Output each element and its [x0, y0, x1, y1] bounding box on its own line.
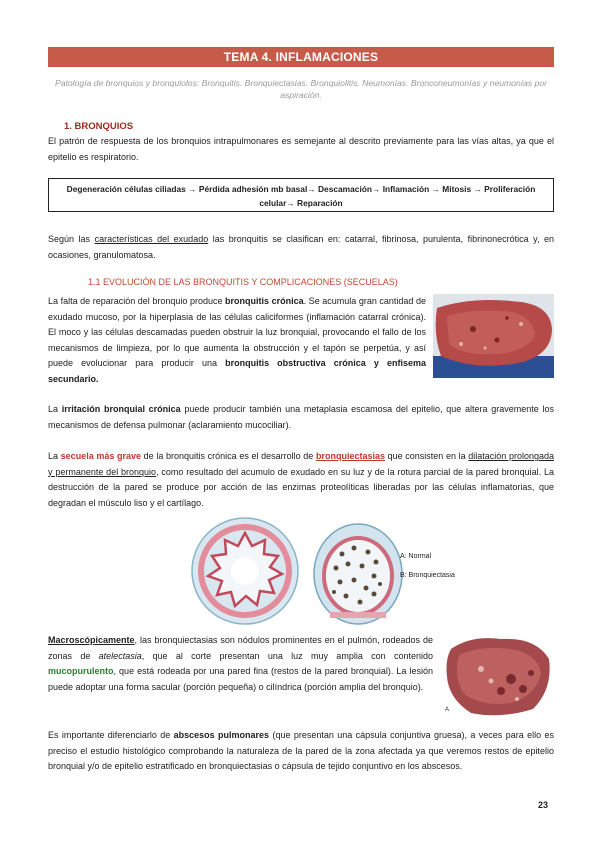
text-run: La — [48, 404, 62, 414]
text-run: de la bronquitis crónica es el desarrollo de — [141, 451, 316, 461]
exudate-term: características del exudado — [94, 234, 209, 244]
chapter-title-banner: TEMA 4. INFLAMACIONES — [48, 47, 554, 67]
text-run: Es importante diferenciarlo de — [48, 730, 174, 740]
lung-bronchitis-photo — [433, 294, 554, 378]
term-underlined: Macroscópicamente — [48, 635, 135, 645]
term-red: secuela más grave — [60, 451, 142, 461]
bronchiectasis-specimen-photo — [441, 629, 554, 720]
flow-line-2: celular→ Reparación — [259, 198, 343, 208]
text-run: , que al corte presentan una luz muy amplia con contenido — [141, 650, 433, 661]
photo-label: A — [445, 707, 450, 713]
text-run: La falta de reparación del bronquio produce — [48, 296, 226, 306]
text-run: que consisten en la — [384, 451, 469, 461]
abscess-paragraph — [48, 728, 554, 775]
text-run: , las bronquiectasias son nódulos prominentes en el pulmón, rodeados de zonas de — [48, 635, 433, 661]
normal-bronchus-diagram — [190, 516, 300, 626]
process-flow-box — [48, 178, 554, 212]
term-underlined: dilatación prolongada y permanente del bronquio — [48, 451, 554, 477]
label-bronchiectasis: B: Bronquiectasia — [400, 572, 455, 579]
text-run: La — [48, 451, 61, 461]
term-bold: bronquitis obstructiva crónica y enfisema secundario. — [48, 358, 426, 384]
exudate-paragraph — [48, 232, 554, 263]
subsection-heading-evolution: 1.1 EVOLUCIÓN DE LAS BRONQUITIS Y COMPLICACIONES (SECUELAS) — [88, 277, 398, 287]
bronchiectasis-diagram — [312, 518, 404, 626]
text-run: . Se acumula gran cantidad de exudado mucoso, por la hiperplasia de las células caliciformes (inflamación catarral crónica). El moco y las células descamadas pueden obstruir la luz bronquial, provocando el fallo de los mecanismos de limpieza, por lo que aumenta la obstrucción y el tapón se perpetúa, y así puede evolucionar para producir una — [48, 296, 426, 368]
page-number: 23 — [538, 800, 549, 810]
term-green: mucopurulento — [48, 666, 114, 676]
term-italic: atelectasia — [98, 650, 142, 661]
term-bold: irritación bronquial crónica — [61, 404, 181, 414]
sequel-paragraph — [48, 449, 554, 511]
label-normal: A: Normal — [400, 553, 432, 560]
text-run: , que está rodeada por una pared fina (restos de la pared bronquial). La lesión puede adoptar una forma sacular (porción pequeña) o cilíndrica (porción amplia del bronquio). — [48, 666, 433, 692]
text-run: (que presentan una cápsula conjuntiva gruesa), a veces para ello es preciso el estudio histológico comprobando la naturaleza de la pared de la zona afectada ya que veremos restos de epitelio bronquial y/o de epitelio estratificado en bronquiectasias o cápsula de tejido conjuntivo en los abscesos. — [48, 730, 554, 771]
section-heading-bronquios: 1. BRONQUIOS — [64, 121, 134, 132]
irritation-paragraph — [48, 402, 554, 433]
text-run: , como resultado del acumulo de exudado en su luz y de la rotura parcial de la pared bronquial. La destrucción de la pared se produce por acción de las enzimas proteolíticas liberadas por las células inflamatorias, que degradan el músculo liso y el cartílago. — [48, 466, 555, 508]
intro-paragraph: El patrón de respuesta de los bronquios intrapulmonares es semejante al descrito previamente para las vías altas, ya que el epitelio es respiratorio. — [48, 136, 554, 162]
macroscopic-paragraph — [48, 633, 433, 695]
text-run: puede producir también una metaplasia escamosa del epitelio, que altera gravemente los mecanismos de defensa pulmonar (aclaramiento mucociliar). — [48, 404, 554, 430]
term-bold: abscesos pulmonares — [173, 730, 270, 740]
flow-line-1: Degeneración células ciliadas → Pérdida adhesión mb basal→ Descamación→ Inflamación → Mitosis → Proliferación — [66, 184, 536, 194]
text-run: las bronquitis se clasifican en: catarral, fibrinosa, purulenta, fibrinonecrótica y, en ocasiones, granulomatosa. — [48, 234, 555, 260]
text-run: Según las — [48, 234, 95, 244]
chapter-subtitle: Patología de bronquios y bronquiolos: Bronquitis. Bronquiectasias. Bronquiolitis. Neumonías. Bronconeumonías y neumonías por aspiración. — [54, 78, 548, 100]
term-bold: bronquitis crónica — [225, 296, 304, 306]
chronic-bronchitis-paragraph — [48, 294, 426, 387]
term-red-underlined: bronquiectasias — [315, 451, 385, 461]
